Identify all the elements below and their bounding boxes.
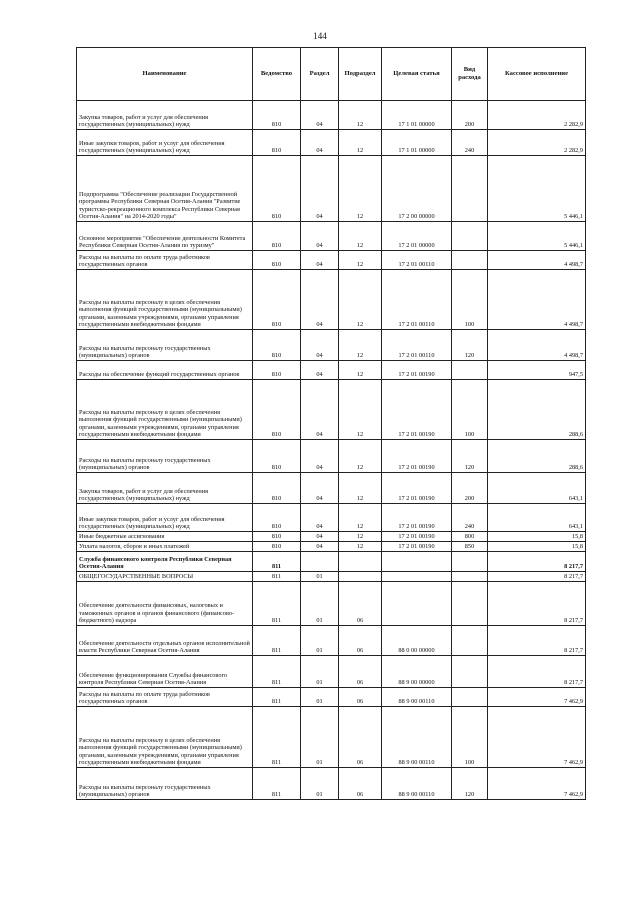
row-vedomstvo-cell: 811 (253, 552, 301, 572)
row-amount-cell: 7 462,9 (488, 688, 586, 707)
row-vedomstvo-cell: 811 (253, 572, 301, 582)
row-stat-cell: 17 2 01 00000 (382, 222, 452, 251)
row-stat-cell: 17 2 01 00190 (382, 542, 452, 552)
row-name-cell: Закупка товаров, работ и услуг для обеспечения государственных (муниципальных) нужд (77, 101, 253, 130)
row-vid-cell (452, 688, 488, 707)
row-vedomstvo-cell: 810 (253, 130, 301, 156)
row-stat-cell: 17 2 01 00190 (382, 532, 452, 542)
col-header-vid: Вид расхода (452, 48, 488, 101)
row-vid-cell (452, 582, 488, 626)
row-stat-cell: 17 2 00 00000 (382, 156, 452, 222)
row-podrazdel-cell: 12 (339, 130, 382, 156)
row-stat-cell: 88 9 00 00000 (382, 656, 452, 688)
table-row (77, 380, 586, 440)
row-razdel-cell: 04 (301, 473, 339, 504)
row-podrazdel-cell: 12 (339, 156, 382, 222)
row-vid-cell: 240 (452, 130, 488, 156)
row-razdel-cell: 04 (301, 440, 339, 473)
row-razdel-cell: 01 (301, 626, 339, 656)
row-name-cell: Расходы на выплаты персоналу государственных (муниципальных) органов (77, 440, 253, 473)
row-podrazdel-cell: 12 (339, 504, 382, 532)
table-row (77, 582, 586, 626)
row-stat-cell: 17 2 01 00190 (382, 473, 452, 504)
row-vid-cell: 200 (452, 473, 488, 504)
row-podrazdel-cell: 12 (339, 542, 382, 552)
row-amount-cell: 5 446,1 (488, 222, 586, 251)
row-razdel-cell: 04 (301, 156, 339, 222)
row-name-cell: Расходы на выплаты персоналу государственных (муниципальных) органов (77, 768, 253, 800)
row-vid-cell (452, 361, 488, 380)
row-vedomstvo-cell: 811 (253, 626, 301, 656)
table-row (77, 768, 586, 800)
row-name-cell: Расходы на обеспечение функций государственных органов (77, 361, 253, 380)
table-row (77, 222, 586, 251)
row-vedomstvo-cell: 810 (253, 380, 301, 440)
row-razdel-cell: 04 (301, 532, 339, 542)
table-row (77, 156, 586, 222)
row-stat-cell (382, 572, 452, 582)
row-podrazdel-cell: 12 (339, 361, 382, 380)
row-amount-cell: 4 498,7 (488, 270, 586, 330)
row-stat-cell: 17 2 01 00190 (382, 361, 452, 380)
row-vedomstvo-cell: 811 (253, 768, 301, 800)
row-name-cell: Иные закупки товаров, работ и услуг для обеспечения государственных (муниципальных) нужд (77, 130, 253, 156)
row-podrazdel-cell: 06 (339, 688, 382, 707)
row-name-cell: Закупка товаров, работ и услуг для обеспечения государственных (муниципальных) нужд (77, 473, 253, 504)
row-stat-cell: 17 1 01 00000 (382, 130, 452, 156)
row-name-cell: Расходы на выплаты персоналу в целях обеспечения выполнения функций государственными (муниципальными) органами, казенными учреждениями, органами управления государственными внебюджетными фондами (77, 270, 253, 330)
row-vid-cell: 100 (452, 380, 488, 440)
row-stat-cell: 88 9 00 00110 (382, 707, 452, 768)
row-vid-cell (452, 626, 488, 656)
row-vid-cell (452, 251, 488, 270)
row-name-cell: Иные закупки товаров, работ и услуг для обеспечения государственных (муниципальных) нужд (77, 504, 253, 532)
row-vedomstvo-cell: 810 (253, 156, 301, 222)
table-row (77, 251, 586, 270)
row-name-cell: ОБЩЕГОСУДАРСТВЕННЫЕ ВОПРОСЫ (77, 572, 253, 582)
row-razdel-cell: 01 (301, 768, 339, 800)
row-vedomstvo-cell: 811 (253, 656, 301, 688)
row-razdel-cell: 04 (301, 542, 339, 552)
row-vid-cell (452, 156, 488, 222)
table-row (77, 542, 586, 552)
row-vid-cell: 850 (452, 542, 488, 552)
table-row (77, 330, 586, 361)
row-vid-cell: 120 (452, 768, 488, 800)
row-razdel-cell: 04 (301, 380, 339, 440)
row-stat-cell: 17 2 01 00190 (382, 440, 452, 473)
table-row (77, 361, 586, 380)
table-row (77, 504, 586, 532)
table-row (77, 656, 586, 688)
row-amount-cell: 2 282,9 (488, 130, 586, 156)
col-header-stat: Целевая статья (382, 48, 452, 101)
row-name-cell: Расходы на выплаты по оплате труда работников государственных органов (77, 688, 253, 707)
row-podrazdel-cell: 06 (339, 626, 382, 656)
row-stat-cell: 17 2 01 00110 (382, 251, 452, 270)
row-vedomstvo-cell: 810 (253, 361, 301, 380)
row-amount-cell: 643,1 (488, 473, 586, 504)
row-razdel-cell: 01 (301, 707, 339, 768)
page-number: 144 (313, 31, 327, 41)
row-stat-cell: 17 2 01 00110 (382, 330, 452, 361)
table-row (77, 532, 586, 542)
row-razdel-cell: 01 (301, 572, 339, 582)
row-vid-cell: 120 (452, 330, 488, 361)
row-amount-cell: 2 282,9 (488, 101, 586, 130)
row-razdel-cell: 04 (301, 270, 339, 330)
row-razdel-cell (301, 552, 339, 572)
table-row (77, 130, 586, 156)
row-stat-cell: 88 0 00 00000 (382, 626, 452, 656)
row-amount-cell: 8 217,7 (488, 656, 586, 688)
row-razdel-cell: 04 (301, 101, 339, 130)
row-podrazdel-cell: 12 (339, 473, 382, 504)
row-name-cell: Обеспечение деятельности отдельных органов исполнительной власти Республики Северная Осетия-Алания (77, 626, 253, 656)
row-podrazdel-cell: 06 (339, 656, 382, 688)
row-podrazdel-cell: 06 (339, 707, 382, 768)
table-row (77, 270, 586, 330)
row-amount-cell: 15,8 (488, 542, 586, 552)
row-podrazdel-cell: 06 (339, 768, 382, 800)
row-vid-cell (452, 572, 488, 582)
row-name-cell: Расходы на выплаты персоналу в целях обеспечения выполнения функций государственными (муниципальными) органами, казенными учреждениями, органами управления государственными внебюджетными фондами (77, 707, 253, 768)
row-vedomstvo-cell: 811 (253, 707, 301, 768)
row-vid-cell (452, 222, 488, 251)
row-name-cell: Обеспечение функционирования Службы финансового контроля Республики Северная Осетия-Алания (77, 656, 253, 688)
row-podrazdel-cell: 12 (339, 101, 382, 130)
row-vedomstvo-cell: 810 (253, 542, 301, 552)
row-amount-cell: 288,6 (488, 440, 586, 473)
row-podrazdel-cell: 12 (339, 532, 382, 542)
row-name-cell: Иные бюджетные ассигнования (77, 532, 253, 542)
table-header-row (77, 48, 586, 101)
row-name-cell: Обеспечение деятельности финансовых, налоговых и таможенных органов и органов финансового (финансово-бюджетного) надзора (77, 582, 253, 626)
row-amount-cell: 4 498,7 (488, 330, 586, 361)
table-row (77, 626, 586, 656)
row-vid-cell: 100 (452, 707, 488, 768)
table-row (77, 101, 586, 130)
row-amount-cell: 5 446,1 (488, 156, 586, 222)
row-vid-cell (452, 656, 488, 688)
row-stat-cell: 17 2 01 00190 (382, 504, 452, 532)
row-vid-cell: 100 (452, 270, 488, 330)
row-amount-cell: 8 217,7 (488, 552, 586, 572)
row-amount-cell: 288,6 (488, 380, 586, 440)
row-razdel-cell: 04 (301, 504, 339, 532)
row-podrazdel-cell (339, 552, 382, 572)
row-amount-cell: 7 462,9 (488, 707, 586, 768)
row-stat-cell: 88 9 00 00110 (382, 688, 452, 707)
row-amount-cell: 8 217,7 (488, 582, 586, 626)
row-razdel-cell: 01 (301, 688, 339, 707)
row-vedomstvo-cell: 811 (253, 582, 301, 626)
table-row (77, 440, 586, 473)
row-vid-cell: 800 (452, 532, 488, 542)
row-name-cell: Расходы на выплаты персоналу государственных (муниципальных) органов (77, 330, 253, 361)
row-stat-cell: 17 1 01 00000 (382, 101, 452, 130)
row-vedomstvo-cell: 810 (253, 532, 301, 542)
row-name-cell: Подпрограмма "Обеспечение реализации Государственной программы Республики Северная Осетия-Алания "Развитие туристско-рекреационного комплекса Республики Северная Осетия-Алания" на 2014-2020 годы" (77, 156, 253, 222)
col-header-razdel: Раздел (301, 48, 339, 101)
row-amount-cell: 8 217,7 (488, 572, 586, 582)
row-podrazdel-cell: 12 (339, 251, 382, 270)
row-vedomstvo-cell: 810 (253, 270, 301, 330)
row-razdel-cell: 04 (301, 130, 339, 156)
row-razdel-cell: 04 (301, 222, 339, 251)
row-podrazdel-cell: 12 (339, 330, 382, 361)
row-stat-cell: 17 2 01 00190 (382, 380, 452, 440)
col-header-vedomstvo: Ведомство (253, 48, 301, 101)
row-stat-cell: 88 9 00 00110 (382, 768, 452, 800)
row-name-cell: Основное мероприятие "Обеспечение деятельности Комитета Республики Северная Осетия-Алания по туризму" (77, 222, 253, 251)
table-row (77, 688, 586, 707)
row-vedomstvo-cell: 810 (253, 251, 301, 270)
row-vid-cell: 200 (452, 101, 488, 130)
row-stat-cell: 17 2 01 00110 (382, 270, 452, 330)
table-row (77, 572, 586, 582)
row-razdel-cell: 04 (301, 330, 339, 361)
row-name-cell: Служба финансового контроля Республики Северная Осетия-Алания (77, 552, 253, 572)
row-amount-cell: 947,5 (488, 361, 586, 380)
row-razdel-cell: 01 (301, 656, 339, 688)
row-vedomstvo-cell: 810 (253, 101, 301, 130)
row-podrazdel-cell (339, 572, 382, 582)
row-razdel-cell: 04 (301, 251, 339, 270)
row-amount-cell: 4 498,7 (488, 251, 586, 270)
row-vid-cell (452, 552, 488, 572)
row-stat-cell (382, 552, 452, 572)
col-header-amount: Кассовое исполнение (488, 48, 586, 101)
row-amount-cell: 8 217,7 (488, 626, 586, 656)
row-amount-cell: 643,1 (488, 504, 586, 532)
row-podrazdel-cell: 06 (339, 582, 382, 626)
row-vid-cell: 240 (452, 504, 488, 532)
row-vedomstvo-cell: 811 (253, 688, 301, 707)
row-amount-cell: 7 462,9 (488, 768, 586, 800)
row-vedomstvo-cell: 810 (253, 473, 301, 504)
col-header-podrazdel: Подраздел (339, 48, 382, 101)
row-name-cell: Расходы на выплаты по оплате труда работников государственных органов (77, 251, 253, 270)
row-podrazdel-cell: 12 (339, 440, 382, 473)
table-row (77, 707, 586, 768)
row-amount-cell: 15,8 (488, 532, 586, 542)
row-razdel-cell: 01 (301, 582, 339, 626)
row-vedomstvo-cell: 810 (253, 330, 301, 361)
table-row (77, 552, 586, 572)
row-vedomstvo-cell: 810 (253, 504, 301, 532)
row-podrazdel-cell: 12 (339, 270, 382, 330)
row-name-cell: Уплата налогов, сборов и иных платежей (77, 542, 253, 552)
row-stat-cell (382, 582, 452, 626)
row-name-cell: Расходы на выплаты персоналу в целях обеспечения выполнения функций государственными (муниципальными) органами, казенными учреждениями, органами управления государственными внебюджетными фондами (77, 380, 253, 440)
row-podrazdel-cell: 12 (339, 380, 382, 440)
budget-table (76, 47, 586, 800)
row-vid-cell: 120 (452, 440, 488, 473)
row-vedomstvo-cell: 810 (253, 440, 301, 473)
row-podrazdel-cell: 12 (339, 222, 382, 251)
col-header-name: Наименование (77, 48, 253, 101)
row-vedomstvo-cell: 810 (253, 222, 301, 251)
row-razdel-cell: 04 (301, 361, 339, 380)
table-row (77, 473, 586, 504)
